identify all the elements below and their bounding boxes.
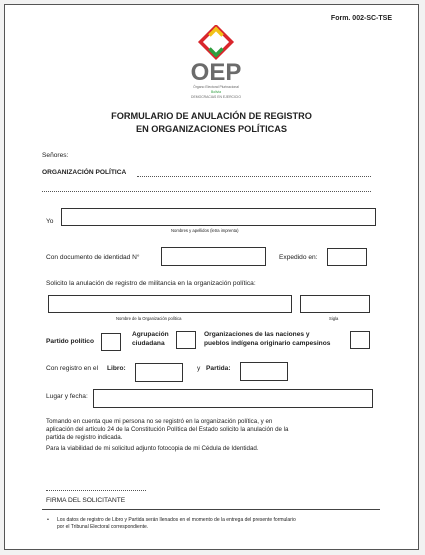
y-label: y: [197, 365, 201, 372]
naciones-checkbox[interactable]: [350, 331, 370, 349]
agrupacion-label-1: Agrupación: [132, 331, 169, 338]
note-bullet: •: [47, 517, 49, 523]
lugar-fecha-label: Lugar y fecha:: [46, 393, 88, 400]
signature-line[interactable]: [46, 490, 146, 491]
firma-label: FIRMA DEL SOLICITANTE: [46, 497, 126, 504]
documento-field[interactable]: [161, 247, 266, 266]
libro-field[interactable]: [135, 363, 183, 382]
oep-logo: [181, 25, 251, 107]
senores-label: Señores:: [42, 152, 69, 159]
partido-label: Partido político: [46, 338, 94, 345]
logo-line2: Bolivia: [211, 90, 221, 94]
declaration-paragraph: Tomando en cuenta que mi persona no se registró en la organización política, y en aplicación del artículo 24 de la Constitución Política del Estado solicito la anulación de la partida de registro indicada.: [46, 418, 289, 441]
naciones-label-1: Organizaciones de las naciones y: [204, 331, 310, 338]
organizacion-line-2[interactable]: [42, 191, 371, 192]
partida-field[interactable]: [240, 362, 288, 381]
note-text: Los datos de registro de Libro y Partida serán llenados en el momento de la entrega del presente formulario por el Tribunal Electoral correspondiente.: [57, 517, 296, 530]
lugar-fecha-field[interactable]: [93, 389, 373, 408]
partida-label: Partida:: [206, 365, 231, 372]
naciones-label-2: pueblos indígena originario campesinos: [204, 340, 331, 347]
logo-line3: DEMOCRACIAS EN EJERCICIO: [191, 95, 241, 99]
con-registro-label: Con registro en el: [46, 365, 99, 372]
sigla-caption: Sigla: [329, 316, 339, 321]
name-field[interactable]: [61, 208, 376, 226]
logo-line1: Órgano Electoral Plurinacional: [193, 85, 239, 89]
oep-wordmark: [181, 61, 251, 83]
organizacion-label: ORGANIZACIÓN POLÍTICA: [42, 169, 127, 176]
form-code: Form. 002-SC-TSE: [330, 15, 392, 22]
title-line1: FORMULARIO DE ANULACIÓN DE REGISTRO: [111, 111, 312, 121]
organizacion-nombre-field[interactable]: [48, 295, 292, 313]
attachment-paragraph: Para la viabilidad de mi solicitud adjunto fotocopia de mi Cédula de Identidad.: [46, 445, 259, 452]
partido-checkbox[interactable]: [101, 333, 121, 351]
title-line2: EN ORGANIZACIONES POLÍTICAS: [135, 124, 288, 134]
documento-label: Con documento de identidad N°: [46, 254, 140, 261]
agrupacion-checkbox[interactable]: [176, 331, 196, 349]
expedido-field[interactable]: [327, 248, 367, 266]
org-caption: Nombre de la Organización política: [116, 316, 182, 321]
divider: [42, 509, 380, 510]
expedido-label: Expedido en:: [279, 254, 318, 261]
logo-acronym: OEP: [190, 61, 242, 83]
oep-emblem-icon: [181, 25, 251, 61]
agrupacion-label-2: ciudadana: [132, 340, 165, 347]
sigla-field[interactable]: [300, 295, 370, 313]
yo-label: Yo: [46, 218, 54, 225]
form-page: [4, 4, 419, 550]
name-caption: Nombres y apellidos (letra imprenta): [171, 228, 239, 233]
solicito-label: Solicito la anulación de registro de militancia en la organización política:: [46, 280, 256, 287]
libro-label: Libro:: [107, 365, 126, 372]
organizacion-line[interactable]: [137, 176, 371, 177]
